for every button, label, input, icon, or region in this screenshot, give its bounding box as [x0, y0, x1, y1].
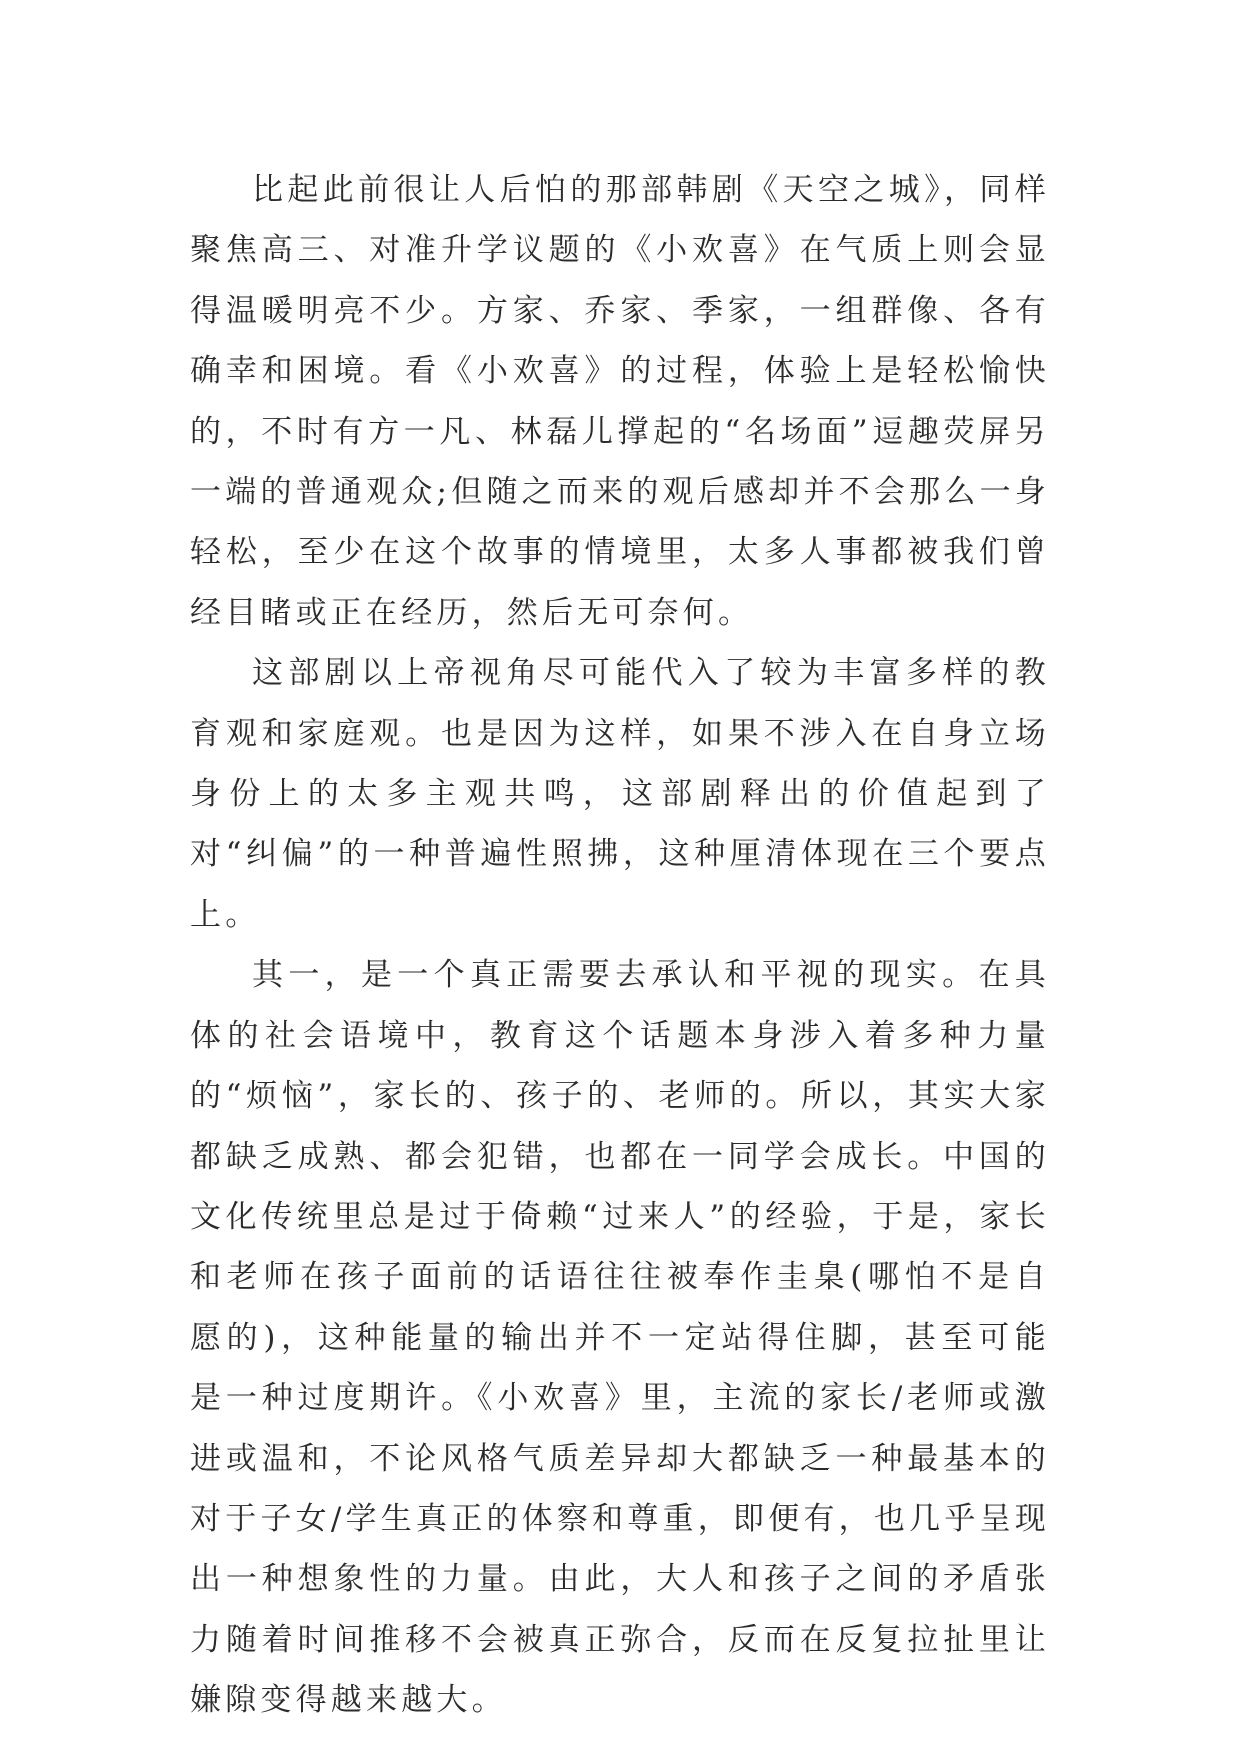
article-body	[190, 160, 1050, 1731]
paragraph-2: 这部剧以上帝视角尽可能代入了较为丰富多样的教育观和家庭观。也是因为这样，如果不涉入在自身立场身份上的太多主观共鸣，这部剧释出的价值起到了对“纠偏”的一种普遍性照拂，这种厘清体现在三个要点上。	[190, 655, 1050, 933]
paragraph-1: 比起此前很让人后怕的那部韩剧《天空之城》，同样聚焦高三、对准升学议题的《小欢喜》在气质上则会显得温暖明亮不少。方家、乔家、季家，一组群像、各有确幸和困境。看《小欢喜》的过程，体验上是轻松愉快的，不时有方一凡、林磊儿撑起的“名场面”逗趣荧屏另一端的普通观众;但随之而来的观后感却并不会那么一身轻松，至少在这个故事的情境里，太多人事都被我们曾经目睹或正在经历，然后无可奈何。	[190, 172, 1050, 631]
paragraph-3: 其一，是一个真正需要去承认和平视的现实。在具体的社会语境中，教育这个话题本身涉入着多种力量的“烦恼”，家长的、孩子的、老师的。所以，其实大家都缺乏成熟、都会犯错，也都在一同学会成长。中国的文化传统里总是过于倚赖“过来人”的经验，于是，家长和老师在孩子面前的话语往往被奉作圭臬(哪怕不是自愿的)，这种能量的输出并不一定站得住脚，甚至可能是一种过度期许。《小欢喜》里，主流的家长/老师或激进或温和，不论风格气质差异却大都缺乏一种最基本的对于子女/学生真正的体察和尊重，即便有，也几乎呈现出一种想象性的力量。由此，大人和孩子之间的矛盾张力随着时间推移不会被真正弥合，反而在反复拉扯里让嫌隙变得越来越大。	[190, 957, 1050, 1719]
